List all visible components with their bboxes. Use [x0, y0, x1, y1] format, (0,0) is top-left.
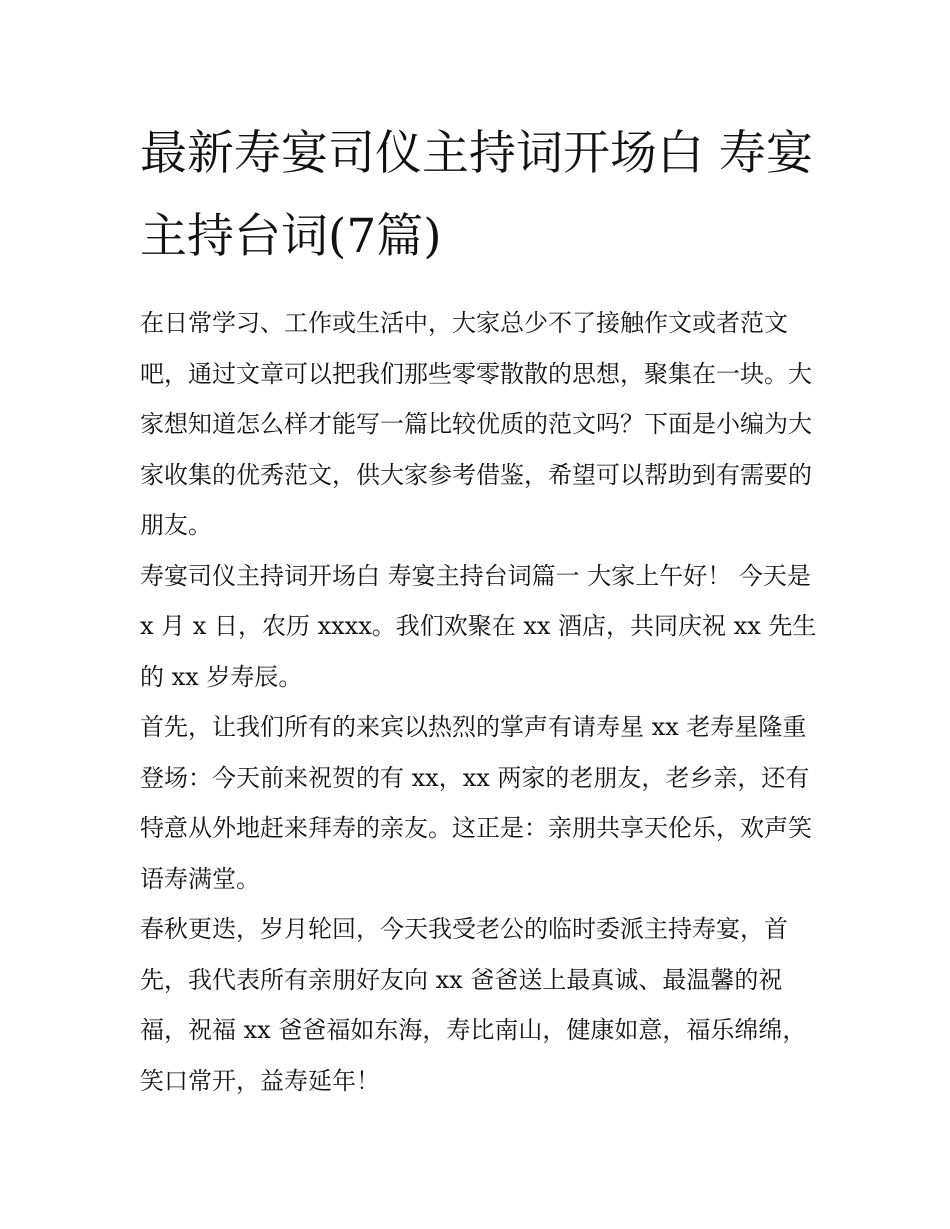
blessing-paragraph: 春秋更迭，岁月轮回，今天我受老公的临时委派主持寿宴，首先，我代表所有亲朋好友向 xx 爸爸送上最真诚、最温馨的祝福，祝福 xx 爸爸福如东海，寿比南山，健康如意，福乐绵绵，笑口常开，益寿延年！: [140, 915, 807, 1095]
opening-paragraph: 寿宴司仪主持词开场白 寿宴主持台词篇一 大家上午好！ 今天是 x 月 x 日，农历 xxxx。我们欢聚在 xx 酒店，共同庆祝 xx 先生的 xx 岁寿辰。: [140, 561, 817, 691]
document-title: 最新寿宴司仪主持词开场白 寿宴主持台词(7篇): [140, 126, 813, 264]
title-spacer: [140, 278, 820, 298]
intro-paragraph: 在日常学习、工作或生活中，大家总少不了接触作文或者范文吧，通过文章可以把我们那些零零散散的思想，聚集在一块。大家想知道怎么样才能写一篇比较优质的范文吗？下面是小编为大家收集的优秀范文，供大家参考借鉴，希望可以帮助到有需要的朋友。: [140, 309, 812, 539]
welcome-paragraph: 首先，让我们所有的来宾以热烈的掌声有请寿星 xx 老寿星隆重登场：今天前来祝贺的有 xx，xx 两家的老朋友，老乡亲，还有特意从外地赶来拜寿的亲友。这正是：亲朋共享天伦乐，欢声笑语寿满堂。: [140, 713, 812, 893]
document-page: [140, 112, 820, 1106]
